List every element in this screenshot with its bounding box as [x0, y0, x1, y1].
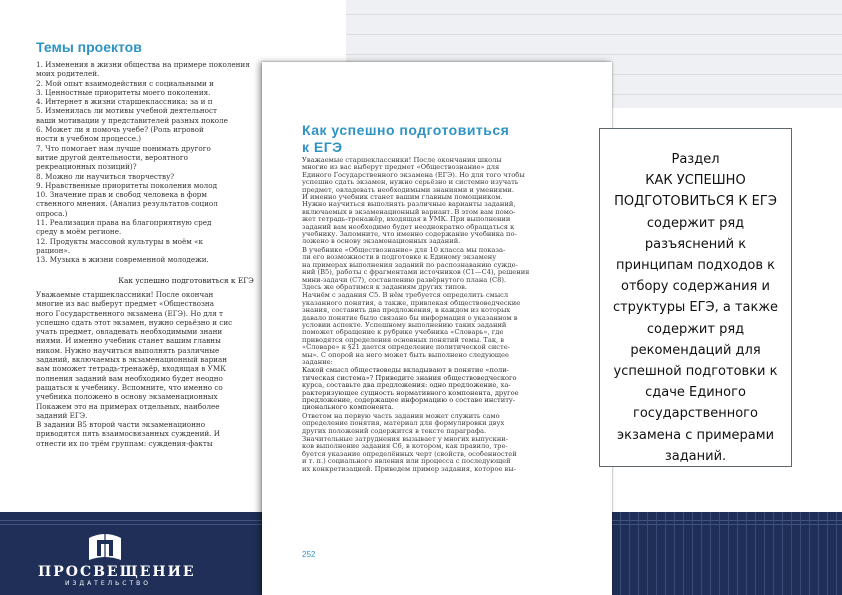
front-body-line: И именно учебник станет вашим главным помощником. [302, 194, 503, 202]
front-page-title [302, 122, 509, 156]
back-body-line: заданий ЕГЭ. [36, 410, 88, 420]
project-topic-line: 2. Мой опыт взаимодействия с социальными и [36, 78, 214, 88]
back-body-line: В задании В5 второй части экзаменационно [36, 420, 206, 430]
front-body-line: включаемых в экзаменационный вариант. В этом вам помо- [302, 208, 516, 216]
front-body-line: поможет обращение к рубрике учебника «Словарь», где [302, 329, 504, 337]
front-body-line: мы». С опорой на него может быть выполнено следующее [302, 351, 509, 359]
project-topic-line: опроса.) [36, 208, 68, 218]
back-body-line: отнести их по трём группам: суждения-факты [36, 438, 213, 448]
project-topic-line: рекреационных позиций)? [36, 162, 137, 172]
back-page-title: Темы проектов [36, 39, 142, 55]
project-topic-line: 10. Значение прав и свобод человека в форм [36, 190, 207, 200]
front-body-line: курса, составьте два предложения: одно предложение, ха- [302, 382, 511, 390]
back-body-line: ниями. И именно учебник станет вашим главны [36, 336, 221, 346]
project-topic-line: ваши мотивации у представителей разных поколе [36, 115, 228, 125]
front-body-line: ков выполнение задания С6, в котором, как правило, тре- [302, 443, 508, 451]
prosveshchenie-logo-icon [85, 528, 125, 566]
front-body-line: тическая система»? Приведите знания обществоведческого [302, 374, 517, 382]
front-body-line: Уважаемые старшеклассники! После окончания школы [302, 157, 502, 164]
back-body-line: Уважаемые старшеклассники! После окончан [36, 290, 214, 299]
front-body-line: их конкретизацией. Приведем пример задания, которое вы- [302, 465, 516, 473]
front-body-line: Нужно научиться выполнять различные варианты заданий, [302, 201, 516, 209]
front-title-line: Как успешно подготовиться [302, 122, 510, 138]
project-topic-line: ственного мнения. (Анализ результатов социол [36, 199, 218, 209]
project-topic-line: 6. Может ли я помочь учебе? (Роль игровой [36, 125, 204, 135]
front-body-line: заданий вам необходимо будет неоднократно обращаться к [302, 223, 515, 231]
logo-name: ПРОСВЕЩЕНИЕ [38, 564, 196, 580]
back-body-line: приводятся пять взаимосвязанных суждений. И [36, 429, 221, 439]
back-body-line: многие из вас выберут предмет «Обществозна [36, 299, 214, 309]
front-body-line: Здесь же обратимся к заданиям других типов. [302, 283, 467, 291]
front-body-line: «Словаре» к §21 дается определение политической систе- [302, 344, 510, 352]
back-body-line: вам поможет тетрадь-тренажёр, входящая в УМК [36, 364, 226, 374]
project-topic-line: 13. Музыка в жизни современной молодежи. [36, 255, 209, 265]
front-body-line: успешно сдать экзамен, нужно серьёзно и системно изучать [302, 179, 519, 187]
project-topic-line: 12. Продукты массовой культуры в моём «к [36, 236, 204, 246]
back-body-line: ращаться к учебнику. Вспомните, что именно со [36, 382, 223, 392]
front-body-line: ли его возможности в подготовке к Единому экзамену [302, 254, 497, 262]
front-body-line: Какой смысл обществоведы вкладывают в понятие «поли- [302, 367, 509, 375]
back-page-subheading: Как успешно подготовиться к ЕГЭ [118, 276, 254, 285]
front-body-line: указанного понятия, а также, привлекая обществоведческие [302, 299, 521, 307]
project-topic-line: 3. Ценностные приоритеты моего поколения. [36, 87, 211, 97]
front-body-line: и т. п.) социального явления или процесса с последующей [302, 458, 511, 466]
page-number: 252 [302, 550, 316, 559]
back-body-line: заданий, включаемых в экзаменационный вариан [36, 355, 228, 365]
footer-pattern [602, 512, 842, 595]
front-body-line: предмет, овладевать необходимыми знаниями и умениями. [302, 186, 514, 194]
logo-subtitle: ИЗДАТЕЛЬСТВО [65, 580, 151, 587]
front-body-line: ционального компонента. [302, 404, 394, 412]
front-body-line: мини-задачи (С7), составлению развёрнутого плана (С8). [302, 276, 507, 284]
back-body-line: успешно сдать этот экзамен, нужно серьёзно и сис [36, 317, 233, 327]
front-page-body [302, 157, 570, 473]
project-topic-line: моих родителей. [36, 69, 100, 79]
front-title-line: к ЕГЭ [302, 139, 343, 155]
front-body-line: В учебнике «Обществознание» для 10 класса мы показа- [302, 246, 506, 254]
project-topic-line: 9. Нравственные приоритеты поколения молод [36, 180, 217, 190]
back-body-line: полнения заданий вам необходимо будет неодно [36, 373, 223, 383]
front-body-line: учебнику. Запомните, что именно содержание учебника по- [302, 231, 517, 239]
front-body-line: рактеризующее сущность нормативного компонента, другое [302, 389, 519, 397]
info-box-text: Раздел КАК УСПЕШНО ПОДГОТОВИТЬСЯ К ЕГЭ содержит ряд разъяснений к принципам подходов к отбору содержания и структуры ЕГЭ, а также содержит ряд рекомендаций для успешной подготовки к сдаче Единого государственного экзамена с примерами заданий. [612, 152, 779, 464]
project-topic-line: 11. Реализация права на благоприятную сред [36, 218, 212, 228]
project-topic-line: ности в учебном процессе.) [36, 134, 142, 144]
project-topic-line: витие другой деятельности, вероятного [36, 152, 188, 162]
front-body-line: на примерах выполнения заданий по распознаванию сужде- [302, 261, 518, 269]
back-body-line: учать предмет, овладевать необходимыми знани [36, 327, 223, 337]
front-body-line: предложение, содержащее информацию о составе институ- [302, 397, 516, 404]
front-body-line: ний (В5), работы с фрагментами источников (С1—С4), решения [302, 269, 530, 277]
back-body-line: ного Государственного экзамена (ЕГЭ). Но для т [36, 308, 224, 318]
front-body-line: Ответом на первую часть задания может служить само [302, 412, 500, 420]
front-body-line: давало понятие было связано бы информация о указанном в [302, 314, 518, 322]
front-page [262, 62, 612, 595]
front-body-line: задание: [302, 358, 333, 366]
back-body-line: учебника положено в основу экзаменационных [36, 392, 218, 402]
front-body-line: определение понятия, материал для формулировки двух [302, 420, 505, 428]
project-topic-line: среду в моём регионе. [36, 227, 122, 237]
front-body-line: многие из вас выберут предмет «Обществознание» для [302, 164, 500, 172]
project-topic-line: 8. Можно ли научиться творчеству? [36, 171, 175, 181]
front-body-line: Единого Государственного экзамена (ЕГЭ). Но для того чтобы [302, 171, 525, 179]
project-topic-line: 5. Изменилась ли мотивы учебной деятельност [36, 106, 218, 116]
project-topic-line: 7. Что помогает нам лучше понимать другого [36, 143, 211, 153]
project-topic-line: 1. Изменения в жизни общества на примере поколения [36, 60, 250, 69]
front-body-line: Значительные затруднения вызывает у многих выпускни- [302, 436, 509, 444]
front-body-line: знания, составить два предложения, в каждом из которых [302, 307, 511, 315]
section-info-box [599, 128, 792, 467]
front-body-line: других положений содержится в тексте параграфа. [302, 427, 487, 435]
front-body-line: ложено в основу экзаменационных заданий. [302, 238, 461, 246]
back-body-line: Покажем это на примерах отдельных, наиболее [36, 401, 220, 411]
front-body-line: жет тетрадь-тренажёр, входящая в УМК. При выполнении [302, 216, 511, 224]
front-body-line: буется указание определённых черт (свойств, особенностей [302, 450, 517, 458]
front-body-line: приводятся определения основных понятий темы. Так, в [302, 336, 505, 344]
back-body-line: ником. Нужно научиться выполнять различные [36, 345, 220, 355]
project-topic-line: 4. Интернет в жизни старшеклассника: за и п [36, 97, 213, 107]
front-body-line: условии аспекте. Успешному выполнению таких заданий [302, 321, 507, 329]
front-body-line: Начнём с задания С5. В нём требуется определить смысл [302, 292, 509, 300]
project-topic-line: рацион». [36, 245, 71, 255]
